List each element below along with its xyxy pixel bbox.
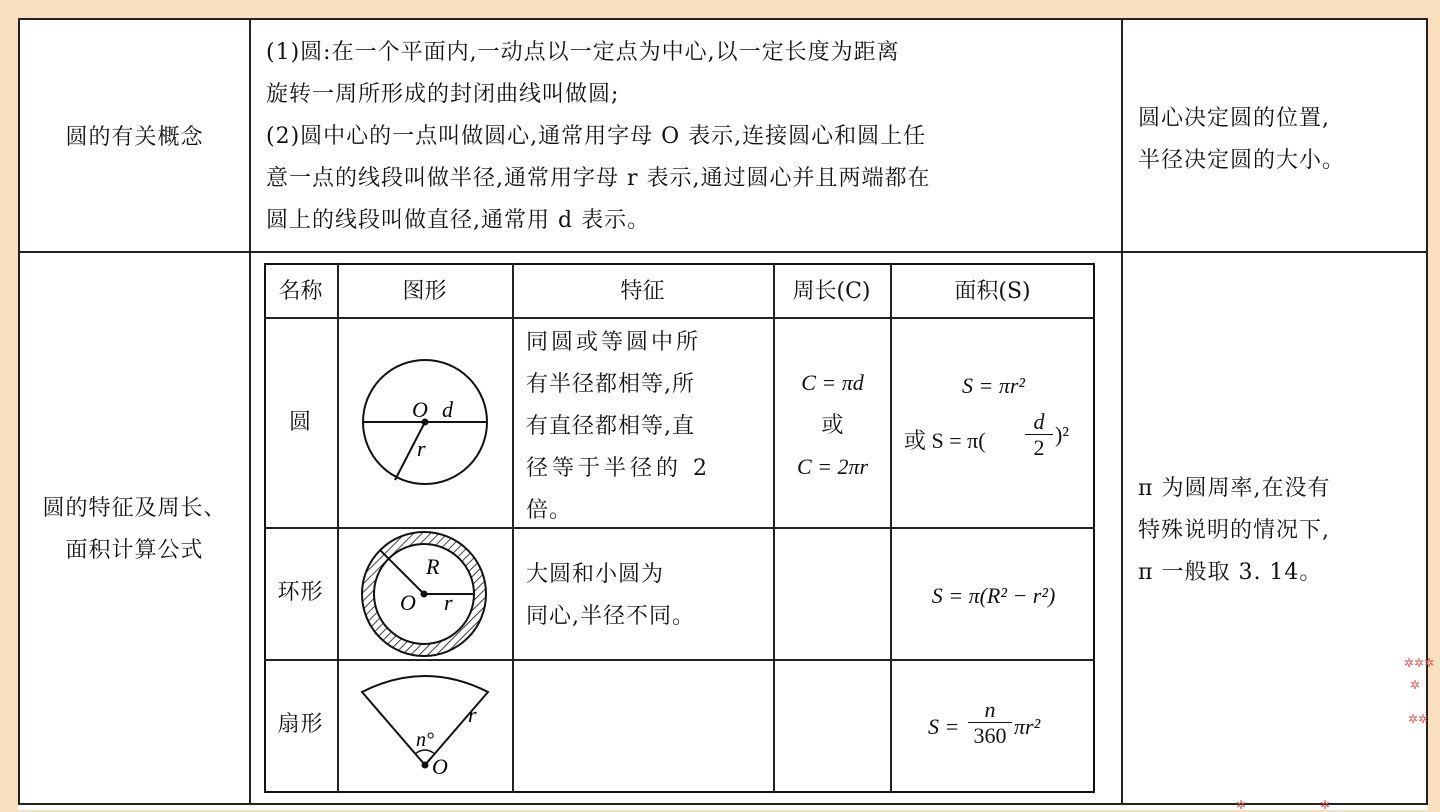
concept-text [266,32,1116,242]
circle-name: 圆 [288,410,312,435]
feature-line: 同心,半径不同。 [526,604,695,629]
col-divider-2 [1121,18,1123,805]
sector-area-prefix: S = [928,714,960,739]
concept-line: 圆上的线段叫做直径,通常用 d 表示。 [266,208,651,233]
ring-label-r-inner: r [444,590,453,615]
formula-label-line: 面积计算公式 [65,538,204,563]
inner-col-line [512,263,514,793]
fraction-den: 360 [973,723,1007,748]
ring-area: S = π(R² − r²) [931,583,1056,608]
header-name: 名称 [278,279,323,304]
perimeter-line: C = πd [801,370,864,395]
note-line: 特殊说明的情况下, [1138,518,1330,543]
sector-label-o: O [432,754,448,779]
area-suffix: )² [1055,422,1069,447]
note-line: 圆心决定圆的位置, [1138,106,1330,131]
feature-line: 大圆和小圆为 [526,562,665,587]
concept-line: 意一点的线段叫做半径,通常用字母 r 表示,通过圆心并且两端都在 [266,166,931,191]
sector-area-suffix: πr² [1014,714,1041,739]
sector-label-r: r [468,702,477,727]
circle-perimeter [775,362,890,488]
area-formula-2 [892,410,1095,466]
area-prefix: 或 S = π( [904,428,986,453]
header-feature: 特征 [620,279,665,304]
circle-label-d: d [442,397,453,422]
pi-note [1138,468,1418,594]
row-divider [18,251,1428,253]
ring-center-dot [421,591,428,598]
circle-label-r: r [417,436,426,461]
circle-feature [526,322,766,532]
sector-center-dot [422,762,429,769]
concept-line: (2)圆中心的一点叫做圆心,通常用字母 O 表示,连接圆心和圆上任 [266,124,927,149]
circle-figure [340,320,510,525]
sector-label-n: n° [416,729,434,751]
flower-decoration: ✲✲✲ [1404,656,1435,670]
formula-label-line: 圆的特征及周长、 [42,496,227,521]
circle-label-o: O [412,397,428,422]
flower-decoration: ✲ [1236,798,1247,812]
header-figure: 图形 [402,279,447,304]
flower-decoration: ✲ [1320,798,1331,812]
feature-line: 有半径都相等,所 [526,372,695,397]
concept-line: 旋转一周所形成的封闭曲线叫做圆; [266,82,620,107]
sector-name: 扇形 [277,712,324,737]
table-border-right [1426,18,1428,805]
concept-line: (1)圆:在一个平面内,一动点以一定点为中心,以一定长度为距离 [266,40,900,65]
header-row [264,265,1095,319]
feature-line: 有直径都相等,直 [526,414,695,439]
header-area: 面积(S) [954,279,1031,304]
sector-area [892,698,1095,758]
fraction-num: d [1033,409,1045,434]
concept-label: 圆的有关概念 [65,125,204,150]
concept-note [1138,98,1418,182]
ring-label-r-outer: R [426,554,440,579]
ring-figure [340,530,510,658]
feature-line: 倍。 [526,498,573,523]
ring-feature [526,554,766,638]
sector-fraction [968,698,1012,749]
perimeter-line: C = 2πr [796,454,869,479]
table-border-top [18,18,1428,20]
flower-decoration: ✲ [1410,678,1421,692]
note-line: 半径决定圆的大小。 [1138,148,1346,173]
perimeter-or: 或 [821,412,844,437]
header-perimeter: 周长(C) [792,279,871,304]
flower-decoration: ✲✲ [1408,712,1429,726]
table-border-bottom [18,803,1428,805]
fraction-den: 2 [1033,435,1045,460]
note-line: π 一般取 3. 14。 [1138,560,1323,585]
area-fraction [1025,410,1053,461]
ring-label-o: O [400,590,416,615]
area-formula-1: S = πr² [961,373,1026,398]
inner-col-line [773,263,775,793]
inner-col-line [337,263,339,793]
sector-figure [340,662,510,790]
col-divider-1 [249,18,251,805]
inner-row-line [264,659,1095,661]
ring-name: 环形 [277,580,324,605]
circle-area [892,362,1095,466]
formula-label [20,488,249,572]
feature-line: 径等于半径的 2 [526,456,711,481]
feature-line: 同圆或等圆中所 [526,330,702,355]
note-line: π 为圆周率,在没有 [1138,476,1331,501]
fraction-num: n [984,697,996,722]
